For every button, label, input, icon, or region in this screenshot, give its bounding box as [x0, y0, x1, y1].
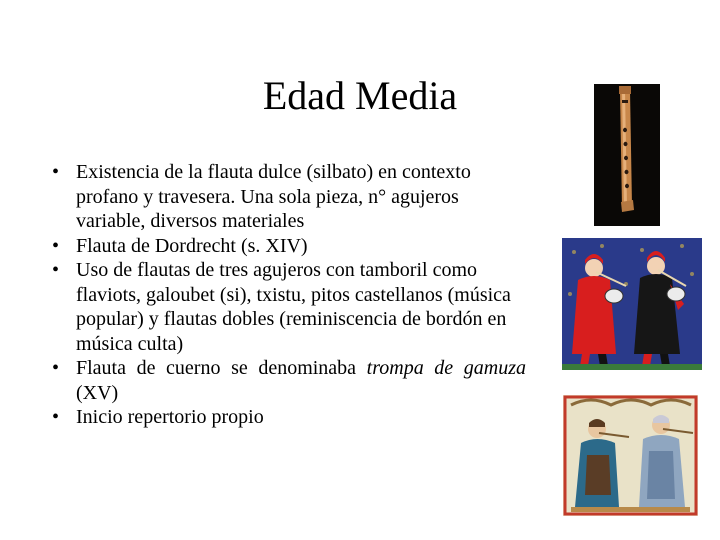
bullet-text: Existencia de la flauta dulce (silbato) en contexto profano y travesera. Una sola pieza, n° agujeros variable, diversos materiales	[76, 161, 471, 232]
bullet-symbol: •	[52, 259, 60, 281]
flute-players-cantigas-miniature	[563, 395, 698, 516]
bullet-text-italic: trompa de gamuza	[366, 357, 526, 379]
bullet-text: Flauta de Dordrecht (s. XIV)	[76, 234, 308, 257]
pipe-and-tabor-players-miniature	[552, 234, 710, 377]
bullet-symbol: •	[52, 234, 60, 257]
bullet-symbol: •	[52, 161, 60, 183]
recorder-photo	[594, 84, 660, 226]
bullet-item	[48, 405, 526, 430]
bullet-symbol: •	[52, 406, 60, 428]
bullet-symbol: •	[52, 357, 60, 379]
bullet-item	[48, 160, 526, 234]
bullet-text-before: Flauta de cuerno se denominaba	[76, 357, 367, 379]
bullet-item	[48, 356, 526, 405]
bullet-text: Inicio repertorio propio	[76, 406, 264, 428]
bullet-text: Uso de flautas de tres agujeros con tamboril como flaviots, galoubet (si), txistu, pitos castellanos (música popular) y flautas dobles (reminiscencia de bordón en música culta)	[76, 259, 511, 355]
slide-title: Edad Media	[262, 73, 458, 118]
bullet-item	[48, 258, 526, 356]
bullet-text-after: (XV)	[76, 381, 119, 404]
bullet-item	[48, 234, 526, 259]
bullet-list	[48, 160, 526, 430]
